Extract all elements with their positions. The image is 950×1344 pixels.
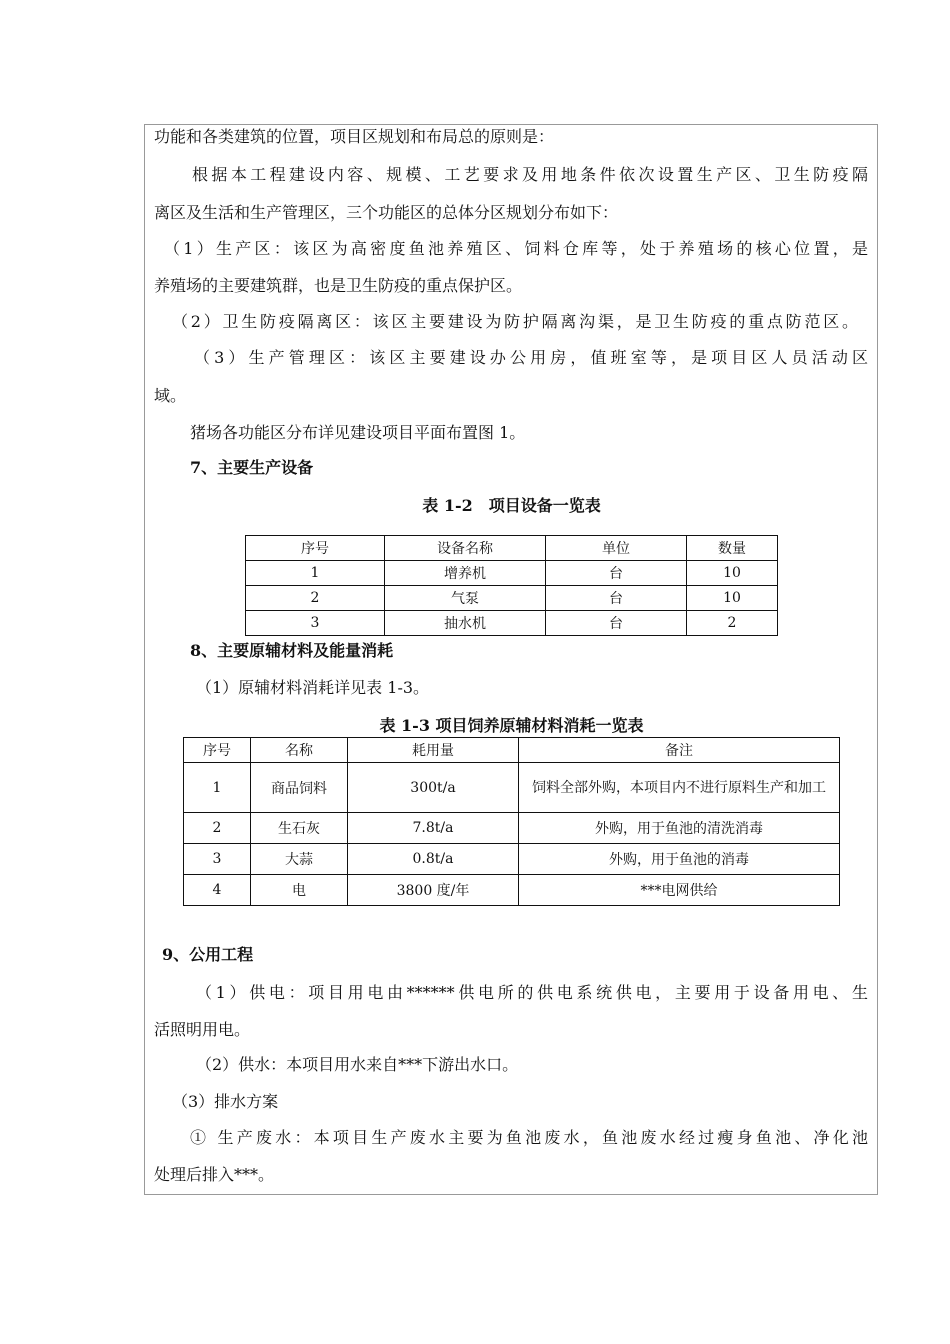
table-cell: 0.8t/a bbox=[348, 844, 519, 875]
paragraph-quarantine: （2）卫生防疫隔离区：该区主要建设为防护隔离沟渠，是卫生防疫的重点防范区。 bbox=[172, 312, 858, 331]
paragraph-production-line1: （1）生产区：该区为高密度鱼池养殖区、饲料仓库等，处于养殖场的核心位置，是 bbox=[164, 239, 868, 258]
table-cell: 300t/a bbox=[348, 763, 519, 813]
paragraph-management-line2: 域。 bbox=[154, 386, 187, 405]
table-row bbox=[184, 844, 840, 875]
table-cell: 1 bbox=[246, 561, 385, 586]
table-row bbox=[246, 611, 778, 636]
table-cell: 商品饲料 bbox=[251, 763, 348, 813]
header-cell: 名称 bbox=[251, 738, 348, 763]
paragraph-zones-line2: 离区及生活和生产管理区，三个功能区的总体分区规划分布如下： bbox=[154, 203, 619, 222]
equipment-table bbox=[245, 535, 778, 636]
power-supply-line1: （1）供电：项目用电由******供电所的供电系统供电，主要用于设备用电、生 bbox=[196, 983, 868, 1002]
table-row bbox=[184, 763, 840, 813]
table-row bbox=[184, 875, 840, 906]
table-cell: 外购，用于鱼池的消毒 bbox=[519, 844, 840, 875]
header-cell: 单位 bbox=[546, 536, 687, 561]
table-cell: 台 bbox=[546, 561, 687, 586]
table-row bbox=[184, 813, 840, 844]
table-header-row bbox=[246, 536, 778, 561]
table-cell: 台 bbox=[546, 586, 687, 611]
table-1-2-caption: 表 1-2 项目设备一览表 bbox=[422, 496, 601, 515]
table-cell: 10 bbox=[687, 586, 778, 611]
table-cell: 抽水机 bbox=[385, 611, 546, 636]
paragraph-production-line2: 养殖场的主要建筑群，也是卫生防疫的重点保护区。 bbox=[154, 276, 523, 295]
table-cell: 大蒜 bbox=[251, 844, 348, 875]
table-cell: 1 bbox=[184, 763, 251, 813]
paragraph-intro: 功能和各类建筑的位置，项目区规划和布局总的原则是： bbox=[154, 127, 555, 146]
wastewater-line2: 处理后排入***。 bbox=[154, 1165, 275, 1184]
section-8-heading: 8、主要原辅材料及能量消耗 bbox=[190, 641, 394, 660]
header-cell: 序号 bbox=[184, 738, 251, 763]
section-7-heading: 7、主要生产设备 bbox=[190, 458, 314, 477]
table-cell: 增养机 bbox=[385, 561, 546, 586]
header-cell: 备注 bbox=[519, 738, 840, 763]
table-cell: 2 bbox=[246, 586, 385, 611]
table-cell: 饲料全部外购，本项目内不进行原料生产和加工 bbox=[519, 763, 840, 813]
table-cell: 3800 度/年 bbox=[348, 875, 519, 906]
section-9-heading: 9、公用工程 bbox=[162, 945, 254, 964]
paragraph-management-line1: （3）生产管理区：该区主要建设办公用房，值班室等，是项目区人员活动区 bbox=[194, 348, 868, 367]
table-header-row bbox=[184, 738, 840, 763]
table-row bbox=[246, 586, 778, 611]
water-supply: （2）供水：本项目用水来自***下游出水口。 bbox=[196, 1055, 519, 1074]
paragraph-layout-reference: 猪场各功能区分布详见建设项目平面布置图 1。 bbox=[190, 423, 526, 442]
header-cell: 数量 bbox=[687, 536, 778, 561]
table-cell: 7.8t/a bbox=[348, 813, 519, 844]
table-cell: 2 bbox=[687, 611, 778, 636]
materials-table bbox=[183, 737, 840, 906]
table-cell: 2 bbox=[184, 813, 251, 844]
table-cell: 3 bbox=[246, 611, 385, 636]
table-cell: ***电网供给 bbox=[519, 875, 840, 906]
header-cell: 设备名称 bbox=[385, 536, 546, 561]
wastewater-line1: ① 生产废水：本项目生产废水主要为鱼池废水，鱼池废水经过瘦身鱼池、净化池 bbox=[190, 1128, 868, 1147]
header-cell: 耗用量 bbox=[348, 738, 519, 763]
table-cell: 4 bbox=[184, 875, 251, 906]
drainage-heading: （3）排水方案 bbox=[172, 1092, 279, 1111]
table-row bbox=[246, 561, 778, 586]
table-cell: 外购，用于鱼池的清洗消毒 bbox=[519, 813, 840, 844]
table-cell: 气泵 bbox=[385, 586, 546, 611]
power-supply-line2: 活照明用电。 bbox=[154, 1020, 251, 1039]
table-cell: 3 bbox=[184, 844, 251, 875]
paragraph-zones-line1: 根据本工程建设内容、规模、工艺要求及用地条件依次设置生产区、卫生防疫隔 bbox=[192, 165, 868, 184]
header-cell: 序号 bbox=[246, 536, 385, 561]
table-1-3-caption: 表 1-3 项目饲养原辅材料消耗一览表 bbox=[379, 716, 644, 735]
materials-intro: （1）原辅材料消耗详见表 1-3。 bbox=[196, 678, 430, 697]
table-cell: 台 bbox=[546, 611, 687, 636]
table-cell: 10 bbox=[687, 561, 778, 586]
table-cell: 电 bbox=[251, 875, 348, 906]
table-cell: 生石灰 bbox=[251, 813, 348, 844]
